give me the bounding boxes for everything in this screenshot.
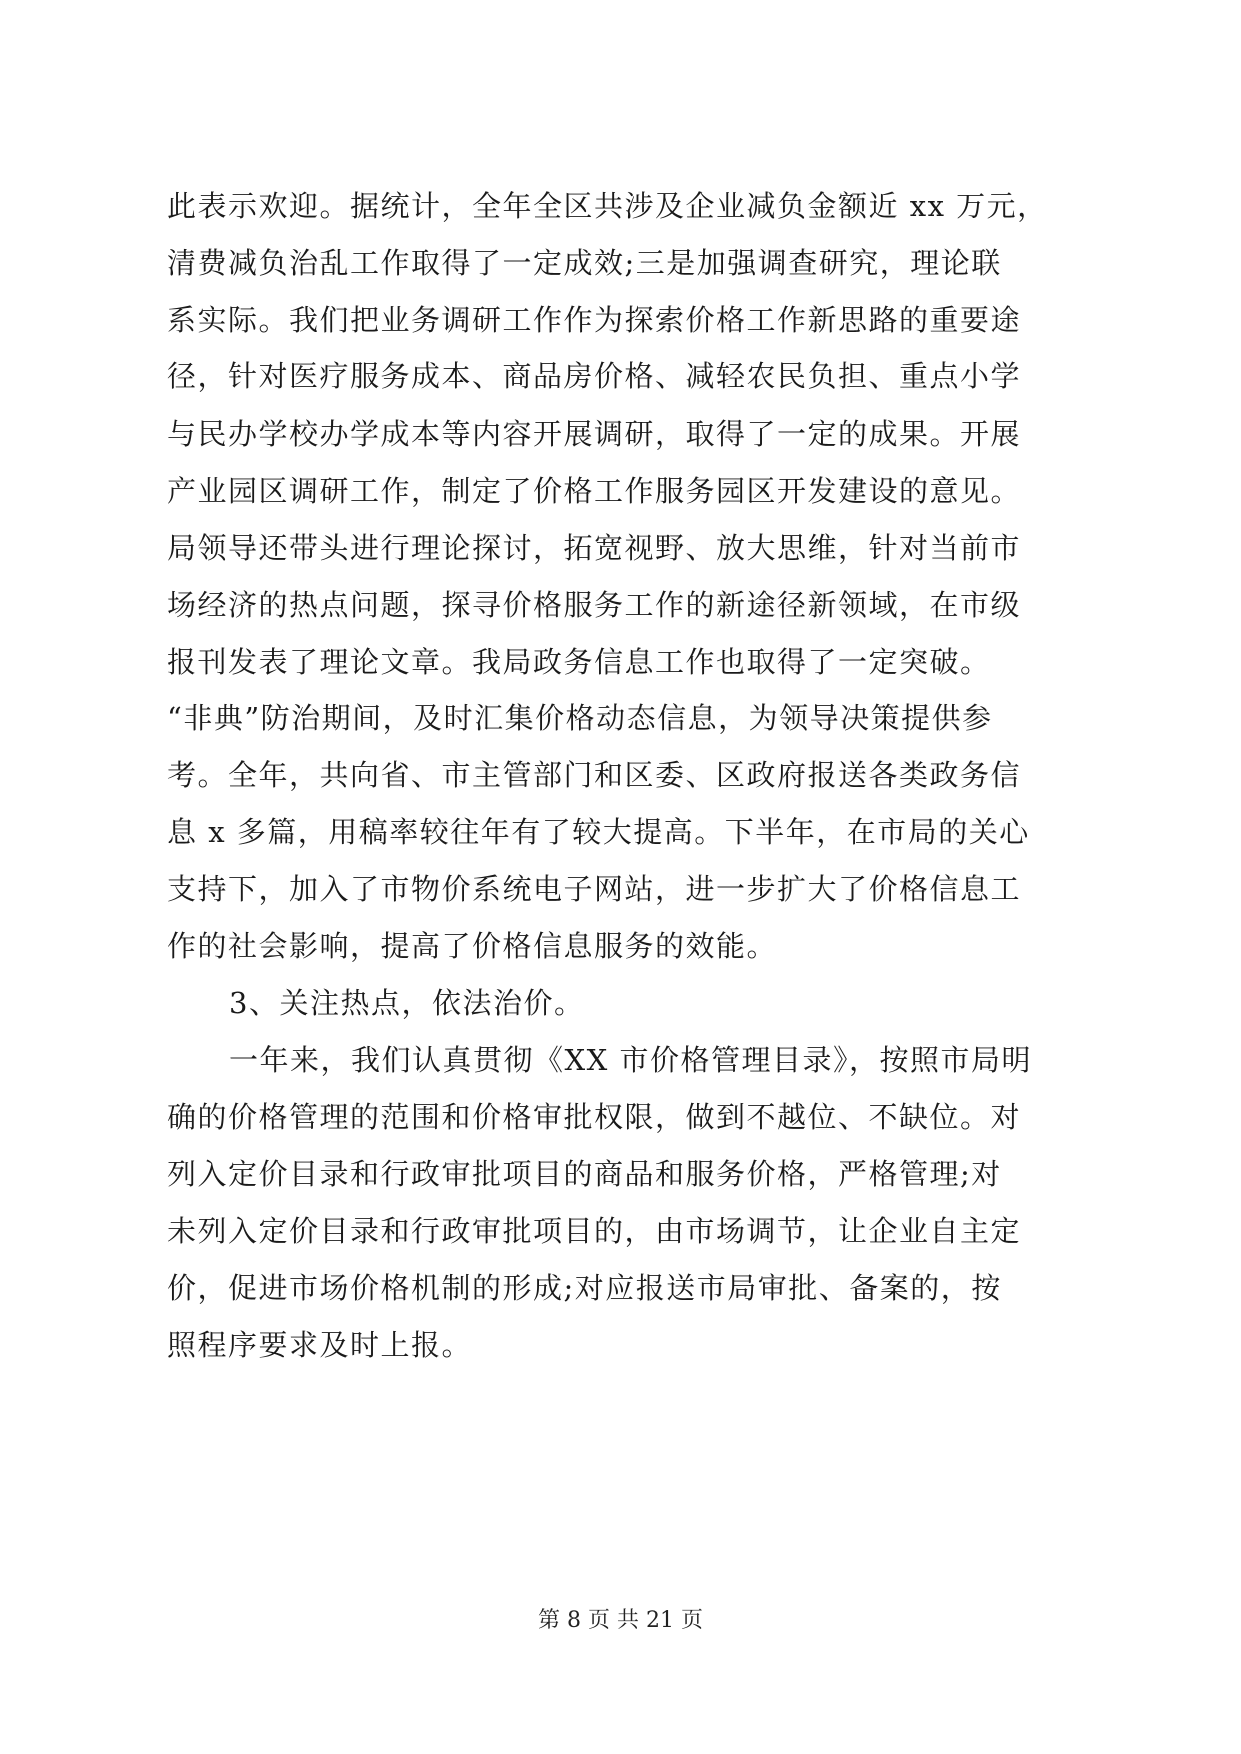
text-line: 一年来，我们认真贯彻《XX 市价格管理目录》，按照市局明 <box>229 1043 1033 1077</box>
text-line: 未列入定价目录和行政审批项目的，由市场调节，让企业自主定 <box>167 1214 1022 1248</box>
text-line: 此表示欢迎。据统计，全年全区共涉及企业减负金额近 xx 万元， <box>167 189 1048 223</box>
text-line: 产业园区调研工作，制定了价格工作服务园区开发建设的意见。 <box>167 474 1022 508</box>
text-line: 息 x 多篇，用稿率较往年有了较大提高。下半年，在市局的关心 <box>167 815 1030 849</box>
text-line: 考。全年，共向省、市主管部门和区委、区政府报送各类政务信 <box>167 758 1022 792</box>
text-line: 支持下，加入了市物价系统电子网站，进一步扩大了价格信息工 <box>167 872 1022 906</box>
text-line: 照程序要求及时上报。 <box>167 1328 473 1362</box>
section-heading: 3、关注热点，依法治价。 <box>229 986 585 1020</box>
text-line: 清费减负治乱工作取得了一定成效;三是加强调查研究，理论联 <box>167 246 1002 280</box>
text-line: 作的社会影响，提高了价格信息服务的效能。 <box>167 929 778 963</box>
text-line: 场经济的热点问题，探寻价格服务工作的新途径新领域，在市级 <box>167 588 1022 622</box>
text-line: 价，促进市场价格机制的形成;对应报送市局审批、备案的，按 <box>167 1271 1002 1305</box>
text-line: 列入定价目录和行政审批项目的商品和服务价格，严格管理;对 <box>167 1157 1002 1191</box>
page-number-footer: 第 8 页 共 21 页 <box>538 1608 703 1633</box>
text-line: 报刊发表了理论文章。我局政务信息工作也取得了一定突破。 <box>167 645 991 679</box>
text-line: 系实际。我们把业务调研工作作为探索价格工作新思路的重要途 <box>167 303 1022 337</box>
text-line: 确的价格管理的范围和价格审批权限，做到不越位、不缺位。对 <box>167 1100 1022 1134</box>
text-line: 局领导还带头进行理论探讨，拓宽视野、放大思维，针对当前市 <box>167 531 1022 565</box>
text-line: 径，针对医疗服务成本、商品房价格、减轻农民负担、重点小学 <box>167 359 1022 393</box>
text-line: “非典”防治期间，及时汇集价格动态信息，为领导决策提供参 <box>167 701 993 735</box>
text-line: 与民办学校办学成本等内容开展调研，取得了一定的成果。开展 <box>167 417 1022 451</box>
